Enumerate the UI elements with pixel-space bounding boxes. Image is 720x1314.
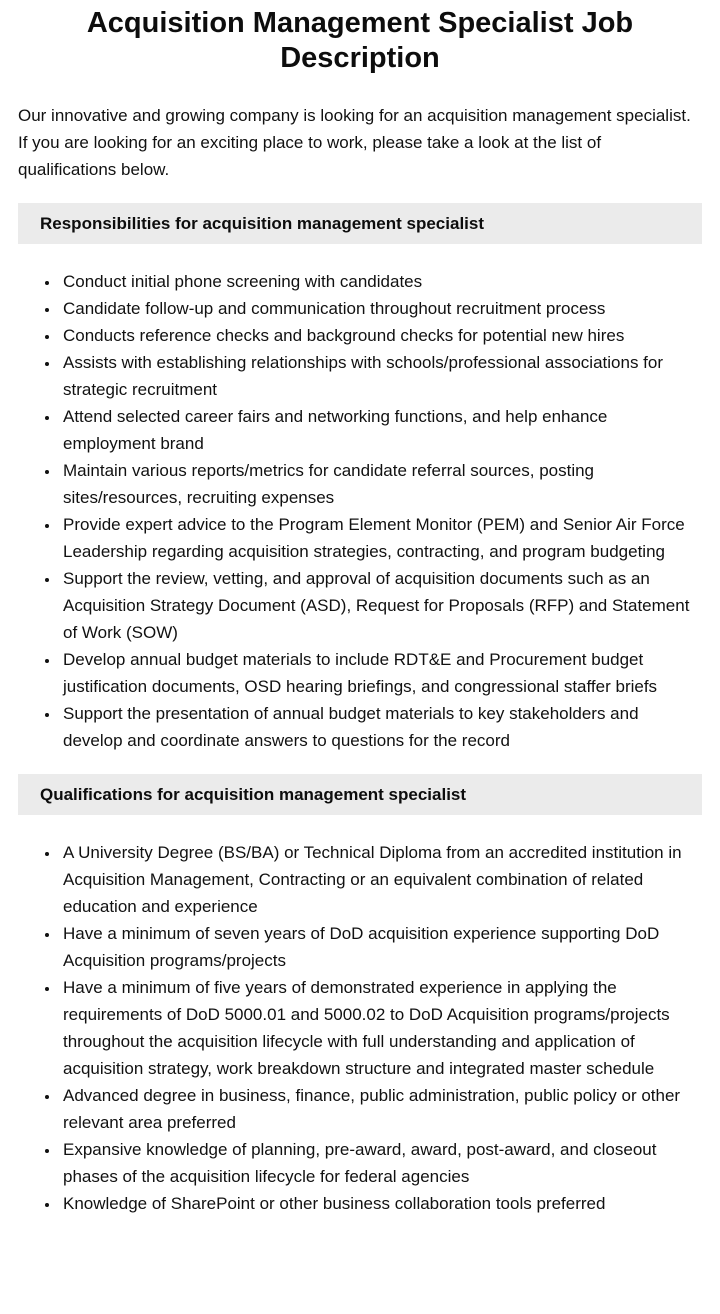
list-item: • Maintain various reports/metrics for candidate referral sources, posting sites/resources, recruiting expenses	[60, 457, 702, 511]
list-item: • Have a minimum of five years of demonstrated experience in applying the requirements of DoD 5000.01 and 5000.02 to DoD Acquisition programs/projects throughout the acquisition lifecycle with full understanding and application of acquisition strategy, work breakdown structure and integrated master schedule	[60, 974, 702, 1082]
list-item: • Support the review, vetting, and approval of acquisition documents such as an Acquisition Strategy Document (ASD), Request for Proposals (RFP) and Statement of Work (SOW)	[60, 565, 702, 646]
list-item: • Provide expert advice to the Program Element Monitor (PEM) and Senior Air Force Leadership regarding acquisition strategies, contracting, and program budgeting	[60, 511, 702, 565]
list-item: • Candidate follow-up and communication throughout recruitment process	[60, 295, 702, 322]
list-item: • Develop annual budget materials to include RDT&E and Procurement budget justification documents, OSD hearing briefings, and congressional staffer briefs	[60, 646, 702, 700]
responsibilities-list	[18, 268, 702, 754]
list-item: • Assists with establishing relationships with schools/professional associations for strategic recruitment	[60, 349, 702, 403]
list-item: • Conducts reference checks and background checks for potential new hires	[60, 322, 702, 349]
page-title: Acquisition Management Specialist Job Description	[86, 7, 634, 74]
section-heading-qualifications: Qualifications for acquisition management specialist	[18, 774, 702, 815]
list-item: • Support the presentation of annual budget materials to key stakeholders and develop and coordinate answers to questions for the record	[60, 700, 702, 754]
list-item: • A University Degree (BS/BA) or Technical Diploma from an accredited institution in Acquisition Management, Contracting or an equivalent combination of related education and experience	[60, 839, 702, 920]
list-item: • Attend selected career fairs and networking functions, and help enhance employment brand	[60, 403, 702, 457]
list-item: • Conduct initial phone screening with candidates	[60, 268, 702, 295]
qualifications-section	[18, 774, 702, 1217]
list-item: • Expansive knowledge of planning, pre-award, award, post-award, and closeout phases of the acquisition lifecycle for federal agencies	[60, 1136, 702, 1190]
qualifications-list	[18, 839, 702, 1217]
intro-paragraph: Our innovative and growing company is looking for an acquisition management specialist. If you are looking for an exciting place to work, please take a look at the list of qualifications below.	[18, 106, 691, 179]
job-description-document	[18, 6, 702, 1217]
list-item: • Knowledge of SharePoint or other business collaboration tools preferred	[60, 1190, 702, 1217]
section-heading-responsibilities: Responsibilities for acquisition management specialist	[18, 203, 702, 244]
list-item: • Have a minimum of seven years of DoD acquisition experience supporting DoD Acquisition programs/projects	[60, 920, 702, 974]
responsibilities-section	[18, 203, 702, 754]
list-item: • Advanced degree in business, finance, public administration, public policy or other relevant area preferred	[60, 1082, 702, 1136]
